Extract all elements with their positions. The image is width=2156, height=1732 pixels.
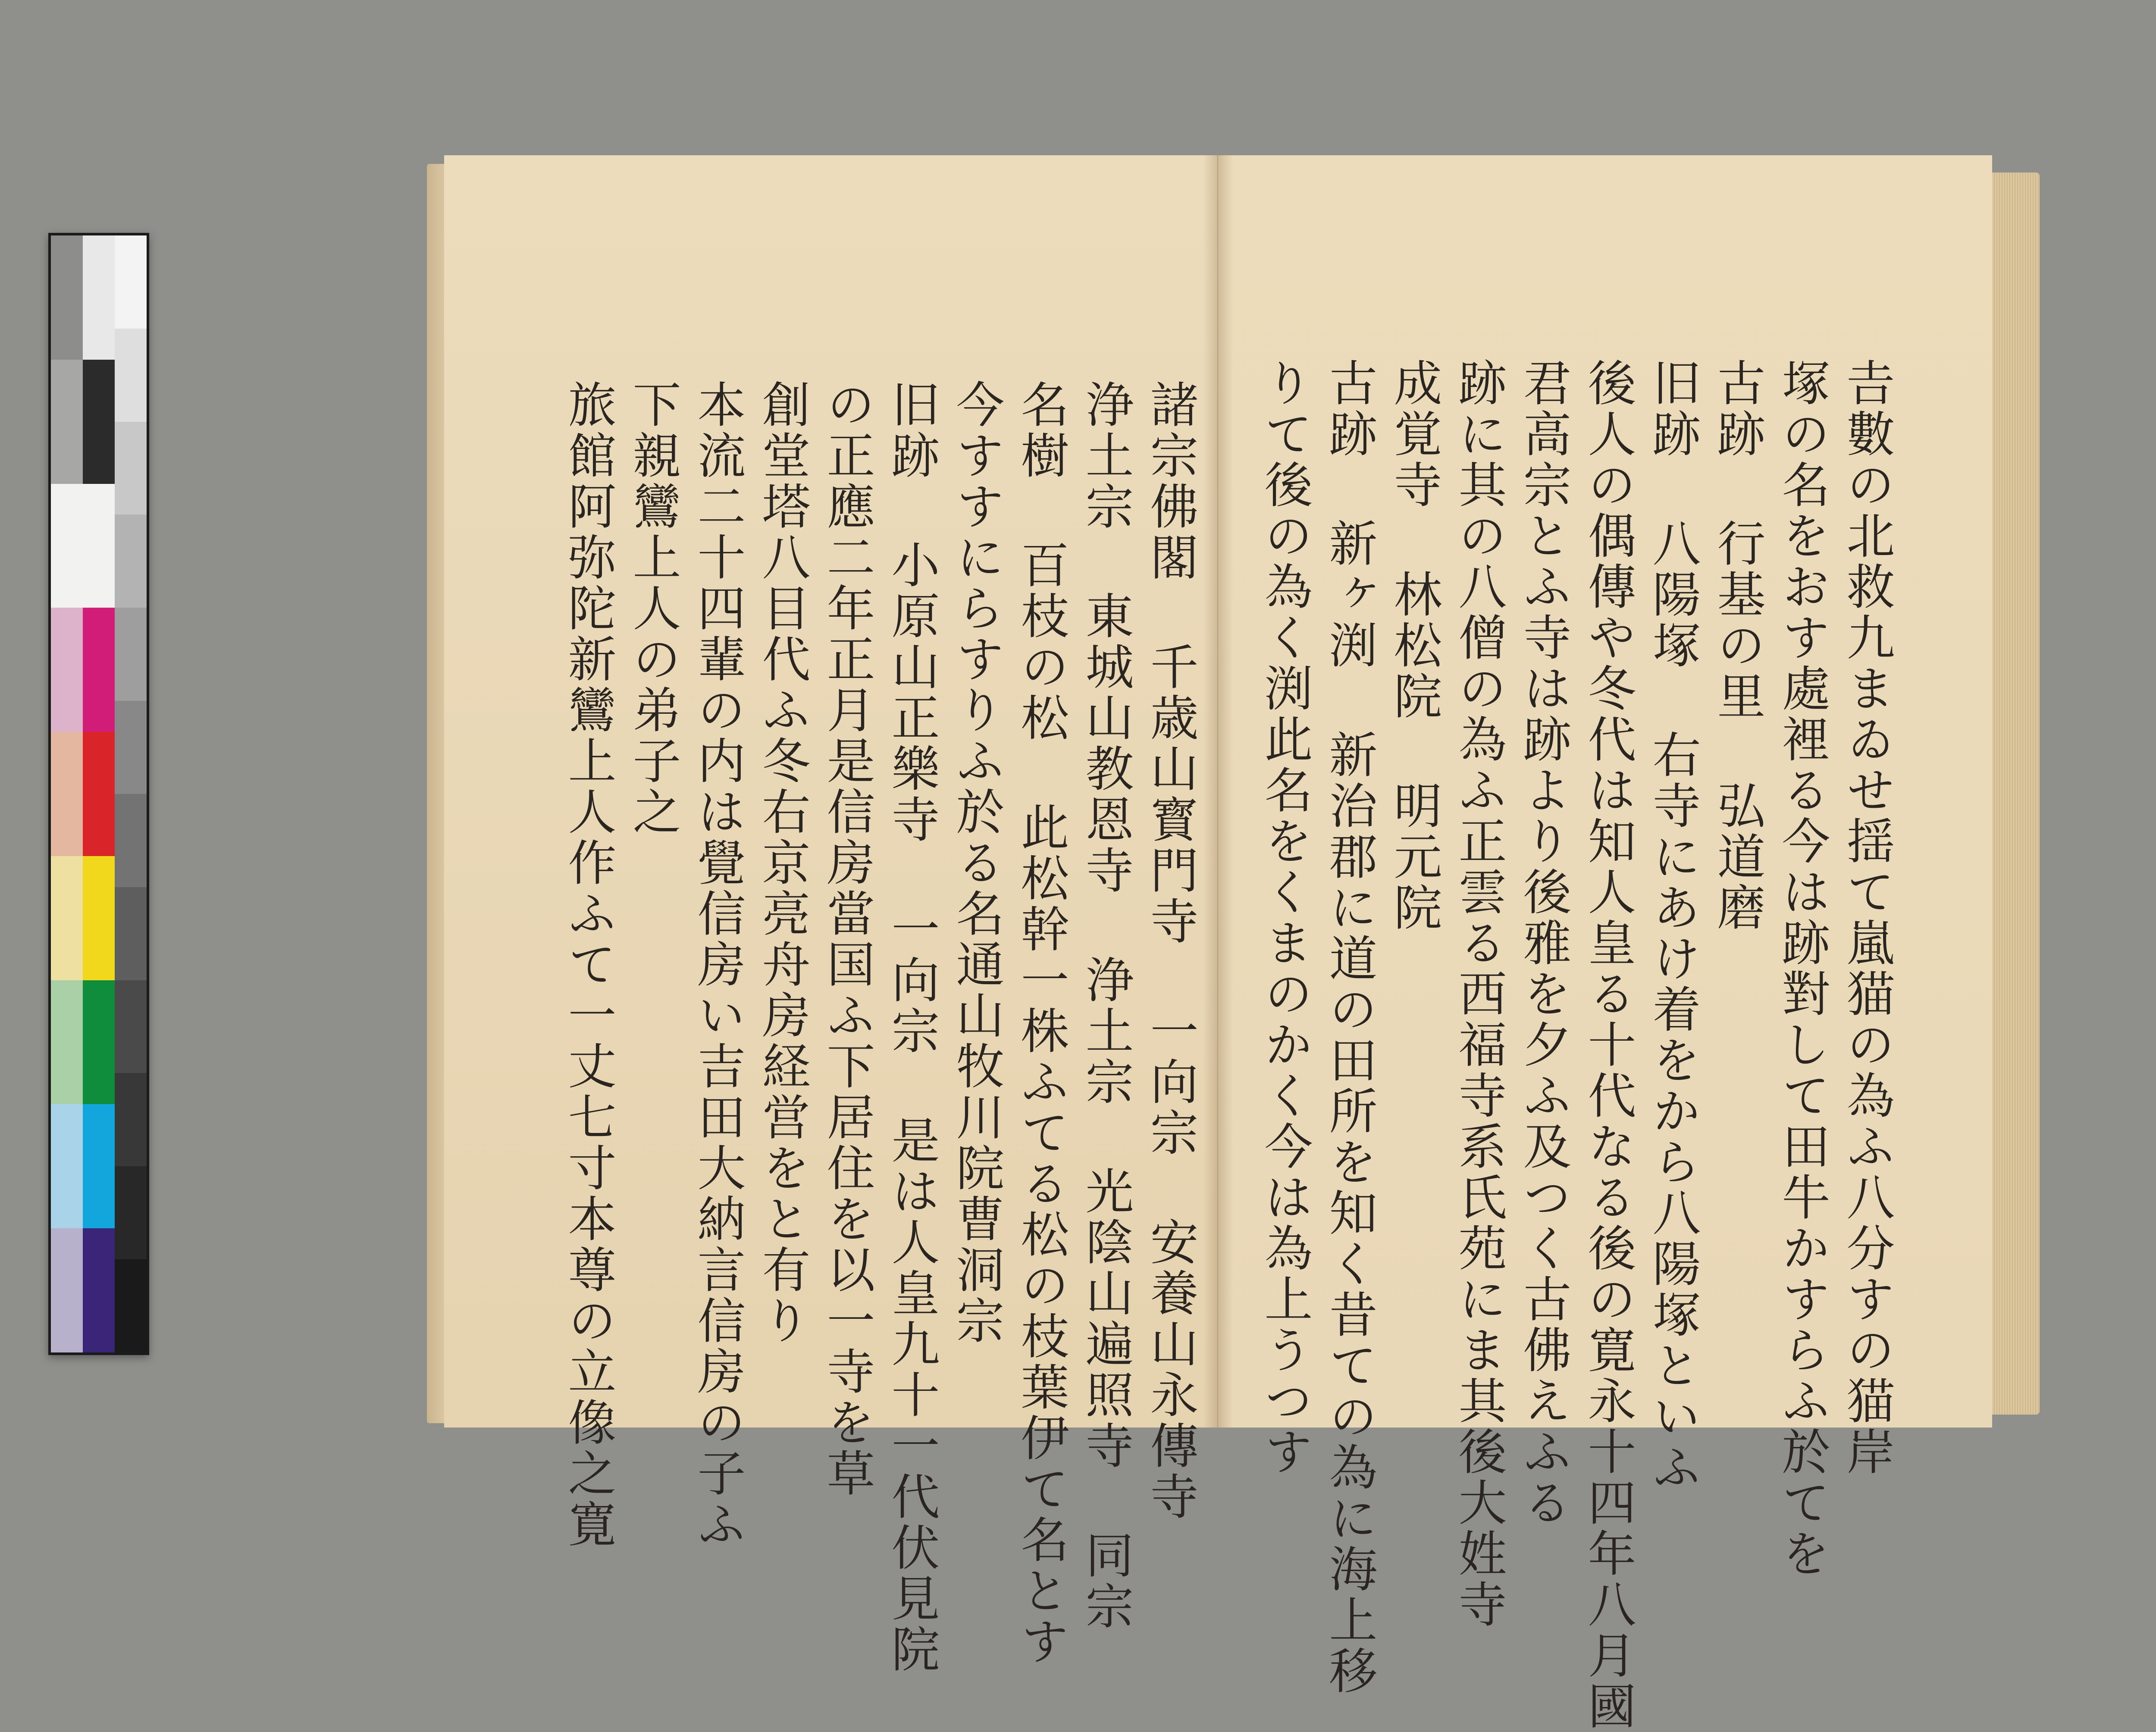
color-swatch xyxy=(51,856,83,980)
right-page-edges xyxy=(1992,173,2040,1415)
color-swatch xyxy=(83,1228,115,1352)
right-page-column: 跡に其の八僧の為ふ正雲る西福寺系氏苑にま其後大姓寺 xyxy=(1451,358,1507,1630)
color-swatch xyxy=(51,732,83,856)
left-page-column: 名樹 百枝の松 此松幹一株ふてる松の枝葉伊て名とす xyxy=(1013,380,1069,1667)
gray-scale-column xyxy=(115,235,147,1352)
right-page-column: 古跡 新ヶ渕 新治郡に道の田所を知く昔ての為に海上移 xyxy=(1321,358,1377,1697)
color-swatch xyxy=(51,1104,83,1228)
left-page-column: 旅館阿弥陀新鸞上人作ふて一丈七寸本尊の立像之寛 xyxy=(560,380,616,1550)
left-page-column: 創堂塔八目代ふ冬右京亮舟房経営をと有り xyxy=(754,380,810,1346)
color-swatch xyxy=(51,484,83,608)
gray-swatch xyxy=(115,329,147,422)
color-swatch xyxy=(51,235,83,360)
book-gutter xyxy=(1203,155,1233,1428)
color-swatch xyxy=(83,732,115,856)
right-page xyxy=(1218,155,1992,1732)
color-swatch xyxy=(83,1104,115,1228)
color-swatch xyxy=(83,484,115,608)
color-swatch xyxy=(83,235,115,360)
gray-swatch xyxy=(115,794,147,887)
left-page-text xyxy=(548,155,1198,1675)
color-swatch xyxy=(83,608,115,732)
color-swatch xyxy=(51,980,83,1104)
left-page-column: 浄土宗 東城山教恩寺 浄土宗 光陰山遍照寺 同宗 xyxy=(1078,380,1134,1632)
right-page-text xyxy=(1244,155,1895,1732)
right-page-column: 後人の偶傳や冬代は知人皇る十代なる後の寛永十四年八月國 xyxy=(1580,358,1636,1732)
gray-swatch xyxy=(115,422,147,515)
gray-swatch xyxy=(115,887,147,980)
right-page-column: 旧跡 八陽塚 右寺にあけ着をから八陽塚といふ xyxy=(1645,358,1701,1493)
gray-swatch xyxy=(115,515,147,608)
gray-swatch xyxy=(115,1073,147,1166)
right-page-column: 成覚寺 林松院 明元院 xyxy=(1386,358,1442,933)
left-page-column: 旧跡 小原山正樂寺 一向宗 是は人皇九十一代伏見院 xyxy=(884,380,940,1675)
gray-swatch xyxy=(115,1259,147,1352)
right-page-column: 古跡 行基の里 弘道磨 xyxy=(1709,358,1765,933)
left-page-column: 下親鸞上人の弟子之 xyxy=(625,380,681,838)
gray-swatch xyxy=(115,980,147,1073)
color-swatch xyxy=(83,360,115,484)
left-page-column: 本流二十四輩の内は覺信房い吉田大納言信房の子ふ xyxy=(689,380,746,1550)
gray-swatch xyxy=(115,701,147,794)
right-page-column: 塚の名をおす處裡る今は跡對して田牛かすらふ於てを xyxy=(1774,358,1830,1579)
gray-swatch xyxy=(115,1166,147,1259)
color-swatch xyxy=(51,360,83,484)
color-checker-card xyxy=(48,233,149,1355)
color-swatch xyxy=(51,608,83,732)
gray-swatch xyxy=(115,608,147,701)
color-swatch xyxy=(83,856,115,980)
gray-swatch xyxy=(115,235,147,329)
left-page-column: 諸宗佛閣 千歳山寳門寺 一向宗 安養山永傳寺 xyxy=(1142,380,1198,1522)
left-page-column: の正應二年正月是信房當国ふ下居住を以一寺を草 xyxy=(819,380,875,1499)
color-swatch xyxy=(83,980,115,1104)
right-page-column: りて後の為く渕此名をくまのかく今は為上うつす xyxy=(1257,358,1313,1478)
left-page xyxy=(444,155,1218,1675)
left-page-column: 今すすにらすりふ於る名通山牧川院曹洞宗 xyxy=(948,380,1004,1346)
color-swatch xyxy=(51,1228,83,1352)
right-page-column: 𠮷數の北救九まゐせ揺て嵐猫の為ふ八分すの猫岸 xyxy=(1839,358,1895,1478)
open-book xyxy=(427,155,2040,1732)
right-page-column: 君高宗とふ寺は跡より後雅を夕ふ及つく古佛えふる xyxy=(1515,358,1571,1528)
